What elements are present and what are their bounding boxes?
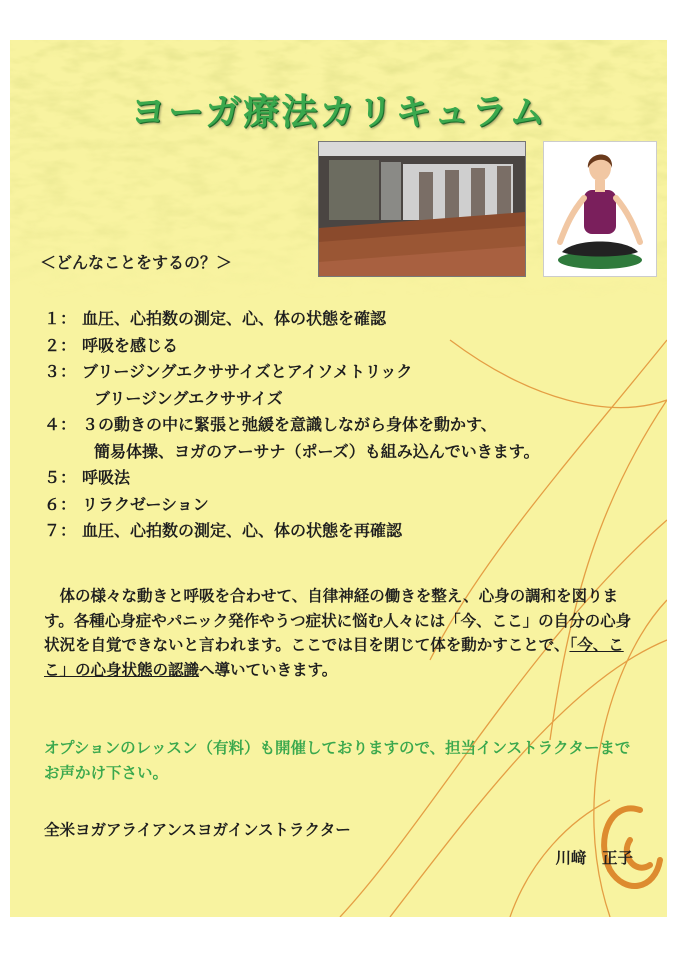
item-text: ３の動きの中に緊張と弛緩を意識しながら身体を動かす、 xyxy=(82,415,497,434)
item-text: 血圧、心拍数の測定、心、体の状態を再確認 xyxy=(82,521,403,540)
list-item xyxy=(44,412,664,465)
option-lesson-note: オプションのレッスン（有料）も開催しておりますので、担当インストラクターまでお声かけ下さい。 xyxy=(44,739,631,782)
item-text-continued: 簡易体操、ヨガのアーサナ（ポーズ）も組み込んでいきます。 xyxy=(94,441,540,461)
description-text: 体の様々な動きと呼吸を合わせて、自律神経の働きを整え、心身の調和を図ります。各種心身症やパニック発作やうつ症状に悩む人々には「今、ここ」の自分の心身状況を自覚できないと言われます。ここでは目を閉じて体を動かすことで、 xyxy=(44,587,632,654)
list-item xyxy=(44,333,664,360)
instructor-title: 全米ヨガアライアンスヨガインストラクター xyxy=(44,821,351,839)
item-number: ２： xyxy=(44,335,77,355)
list-item xyxy=(44,465,664,492)
description-tail: へ導いていきます。 xyxy=(199,660,338,679)
page-title: ヨーガ療法カリキュラム xyxy=(130,92,547,133)
item-text: 呼吸を感じる xyxy=(82,335,179,355)
item-number: ６： xyxy=(44,494,77,514)
flyer-page xyxy=(10,40,667,917)
instructor-name: 川﨑 正子 xyxy=(555,849,633,867)
item-number: ３： xyxy=(44,362,77,381)
underlined-phrase: 「今、ここ」の心身状態の認識 xyxy=(44,636,624,679)
item-text: ブリージングエクササイズとアイソメトリック xyxy=(82,362,413,381)
curriculum-list xyxy=(44,306,664,545)
item-text-continued: ブリージングエクササイズ xyxy=(94,388,283,408)
list-item xyxy=(44,306,664,333)
item-text: 呼吸法 xyxy=(82,468,131,487)
yoga-pose-illustration xyxy=(543,141,657,277)
item-number: ７： xyxy=(44,521,77,540)
studio-photo xyxy=(318,141,526,277)
item-number: ４： xyxy=(44,415,77,434)
section-heading: ＜どんなことをするの？＞ xyxy=(40,253,233,272)
item-text: 血圧、心拍数の測定、心、体の状態を確認 xyxy=(82,309,387,328)
item-number: ５： xyxy=(44,468,77,487)
item-text: リラクゼーション xyxy=(82,494,209,514)
list-item xyxy=(44,518,664,545)
item-number: １： xyxy=(44,309,77,328)
list-item xyxy=(44,492,664,519)
list-item xyxy=(44,359,664,412)
description-paragraph xyxy=(44,584,636,682)
